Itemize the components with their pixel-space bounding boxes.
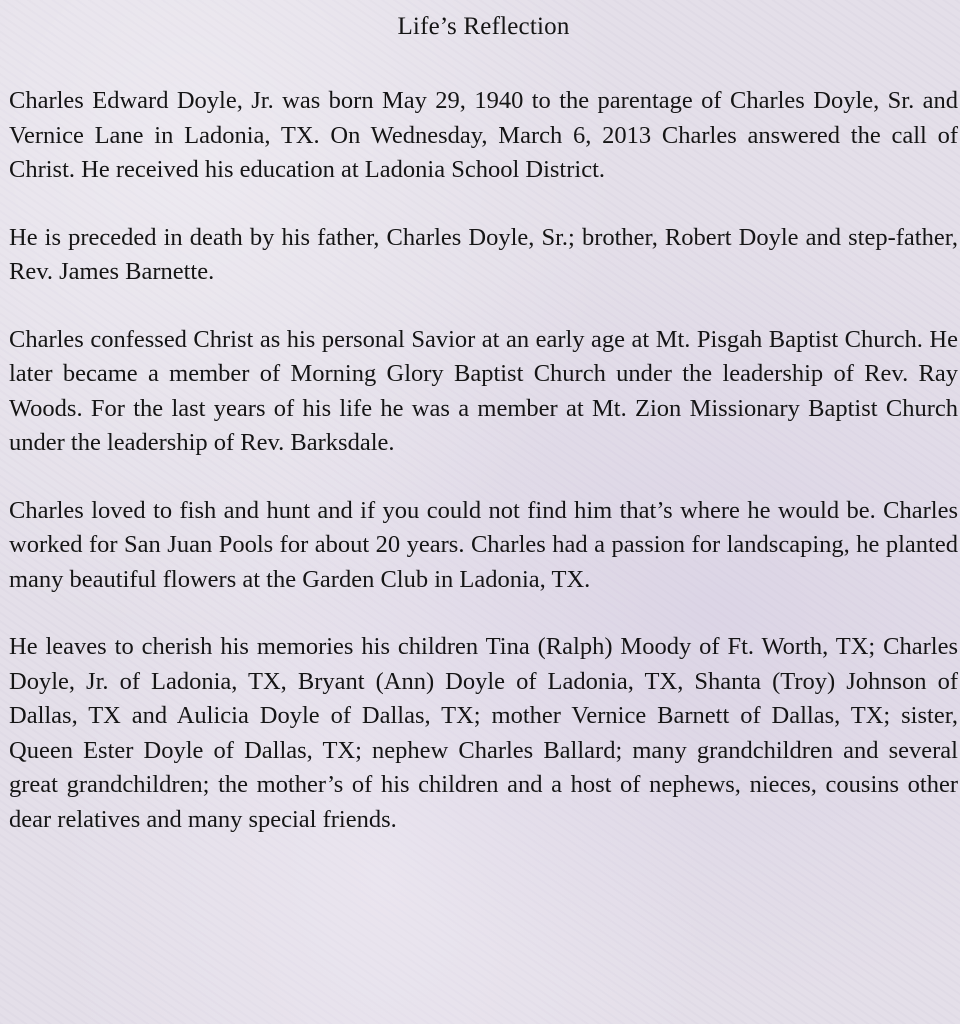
paragraph-faith: Charles confessed Christ as his personal Savior at an early age at Mt. Pisgah Baptist Church. He later became a member of Morning Glory Baptist Church under the leadership of Rev. Ray Woods. For the last years of his life he was a member at Mt. Zion Missionary Baptist Church under the leadership of Rev. Barksdale. xyxy=(9,325,958,456)
document-title: Life’s Reflection xyxy=(397,13,570,40)
paragraph-survivors: He leaves to cherish his memories his children Tina (Ralph) Moody of Ft. Worth, TX; Charles Doyle, Jr. of Ladonia, TX, Bryant (Ann) Doyle of Ladonia, TX, Shanta (Troy) Johnson of Dallas, TX and Aulicia Doyle of Dallas, TX; mother Vernice Barnett of Dallas, TX; sister, Queen Ester Doyle of Dallas, TX; nephew Charles Ballard; many grandchildren and several great grandchildren; the mother’s of his children and a host of nephews, nieces, cousins other dear relatives and many special friends. xyxy=(9,633,958,833)
paragraph-hobbies-and-work: Charles loved to fish and hunt and if you could not find him that’s where he would be. Charles worked for San Juan Pools for about 20 years. Charles had a passion for landscaping, he planted many beautiful flowers at the Garden Club in Ladonia, TX. xyxy=(9,496,958,593)
paragraph-preceded-in-death: He is preceded in death by his father, Charles Doyle, Sr.; brother, Robert Doyle and step-father, Rev. James Barnette. xyxy=(9,223,958,285)
paragraph-birth-and-education: Charles Edward Doyle, Jr. was born May 29, 1940 to the parentage of Charles Doyle, Sr. and Vernice Lane in Ladonia, TX. On Wednesday, March 6, 2013 Charles answered the call of Christ. He received his education at Ladonia School District. xyxy=(9,87,958,183)
